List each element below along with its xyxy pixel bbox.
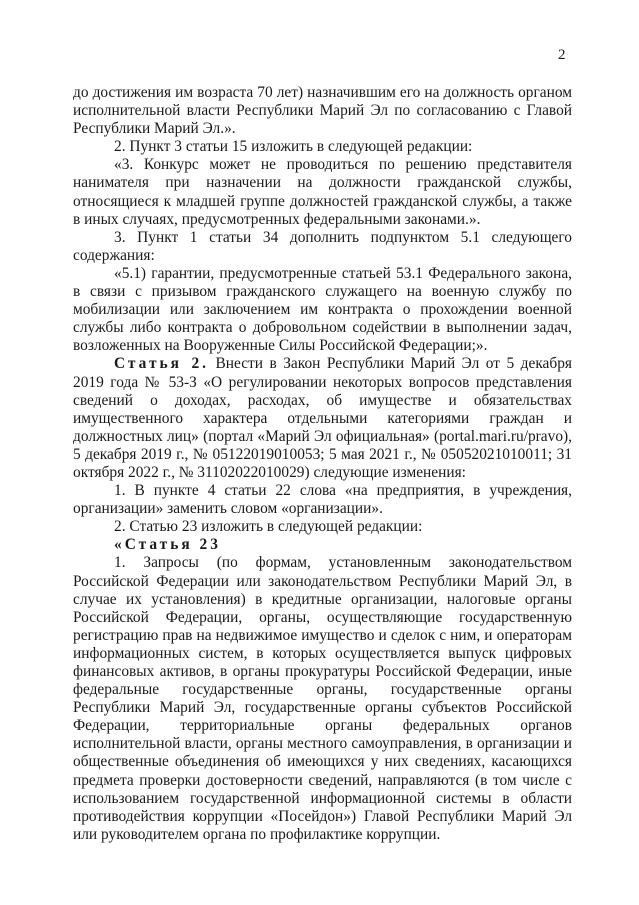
page-number: 2	[558, 47, 566, 63]
paragraph-quote-3: «3. Конкурс может не проводиться по решению представителя нанимателя при назначении на должности гражданской службы, относящиеся к младшей группе должностей гражданской службы, а также в иных случаях, предусмотренных федеральными законами.».	[73, 156, 572, 228]
article-2-item-2: 2. Статью 23 изложить в следующей редакции:	[114, 518, 423, 536]
paragraph-item-3: 3. Пункт 1 статьи 34 дополнить подпунктом 5.1 следующего содержания:	[73, 228, 572, 264]
paragraph-quote-5-1: «5.1) гарантии, предусмотренные статьей 53.1 Федерального закона, в связи с призывом гражданского служащего на военную службу по мобилизации или заключением им контракта о прохождении военной службы либо контракта о добровольном содействии в выполнении задач, возложенных на Вооруженные Силы Российской Федерации;».	[73, 264, 572, 355]
paragraph-continuation: до достижения им возраста 70 лет) назначившим его на должность органом исполнительной власти Республики Марий Эл по согласованию с Главой Республики Марий Эл.».	[73, 84, 572, 138]
article-2-paragraph	[73, 355, 572, 482]
article-23-heading: «Статья 23	[114, 536, 221, 554]
paragraph-item-2: 2. Пункт 3 статьи 15 изложить в следующей редакции:	[114, 138, 473, 156]
article-2-item-1: 1. В пункте 4 статьи 22 слова «на предприятия, в учреждения, организации» заменить словом «организации».	[73, 482, 572, 518]
article-2-heading: Статья 2.	[114, 355, 209, 373]
article-23-paragraph-1: 1. Запросы (по формам, установленным законодательством Российской Федерации или законодательством Республики Марий Эл, в случае их установления) в кредитные организации, налоговые органы Российской Федерации, органы, осуществляющие государственную регистрацию прав на недвижимое имущество и сделок с ним, и операторам информационных систем, в которых осуществляется выпуск цифровых финансовых активов, в органы прокуратуры Российской Федерации, иные федеральные государственные органы, государственные органы Республики Марий Эл, государственные органы субъектов Российской Федерации, территориальные органы федеральных органов исполнительной власти, органы местного самоуправления, в организации и общественные объединения об имеющихся у них сведениях, касающихся предмета проверки достоверности сведений, направляются (в том числе с использованием государственной информационной системы в области противодействия коррупции «Посейдон») Главой Республики Марий Эл или руководителем органа по профилактике коррупции.	[73, 554, 572, 843]
document-body	[73, 84, 572, 844]
article-2-text: Внести в Закон Республики Марий Эл от 5 декабря 2019 года № 53-З «О регулировании некоторых вопросов представления сведений о доходах, расходах, об имуществе и обязательствах имущественного характера отдельными категориями граждан и должностных лиц» (портал «Марий Эл официальная» (portal.mari.ru/pravo), 5 декабря 2019 г., № 05122019010053; 5 мая 2021 г., № 05052021010011; 31 октября 2022 г., № 31102022010029) следующие изменения:	[73, 355, 572, 481]
